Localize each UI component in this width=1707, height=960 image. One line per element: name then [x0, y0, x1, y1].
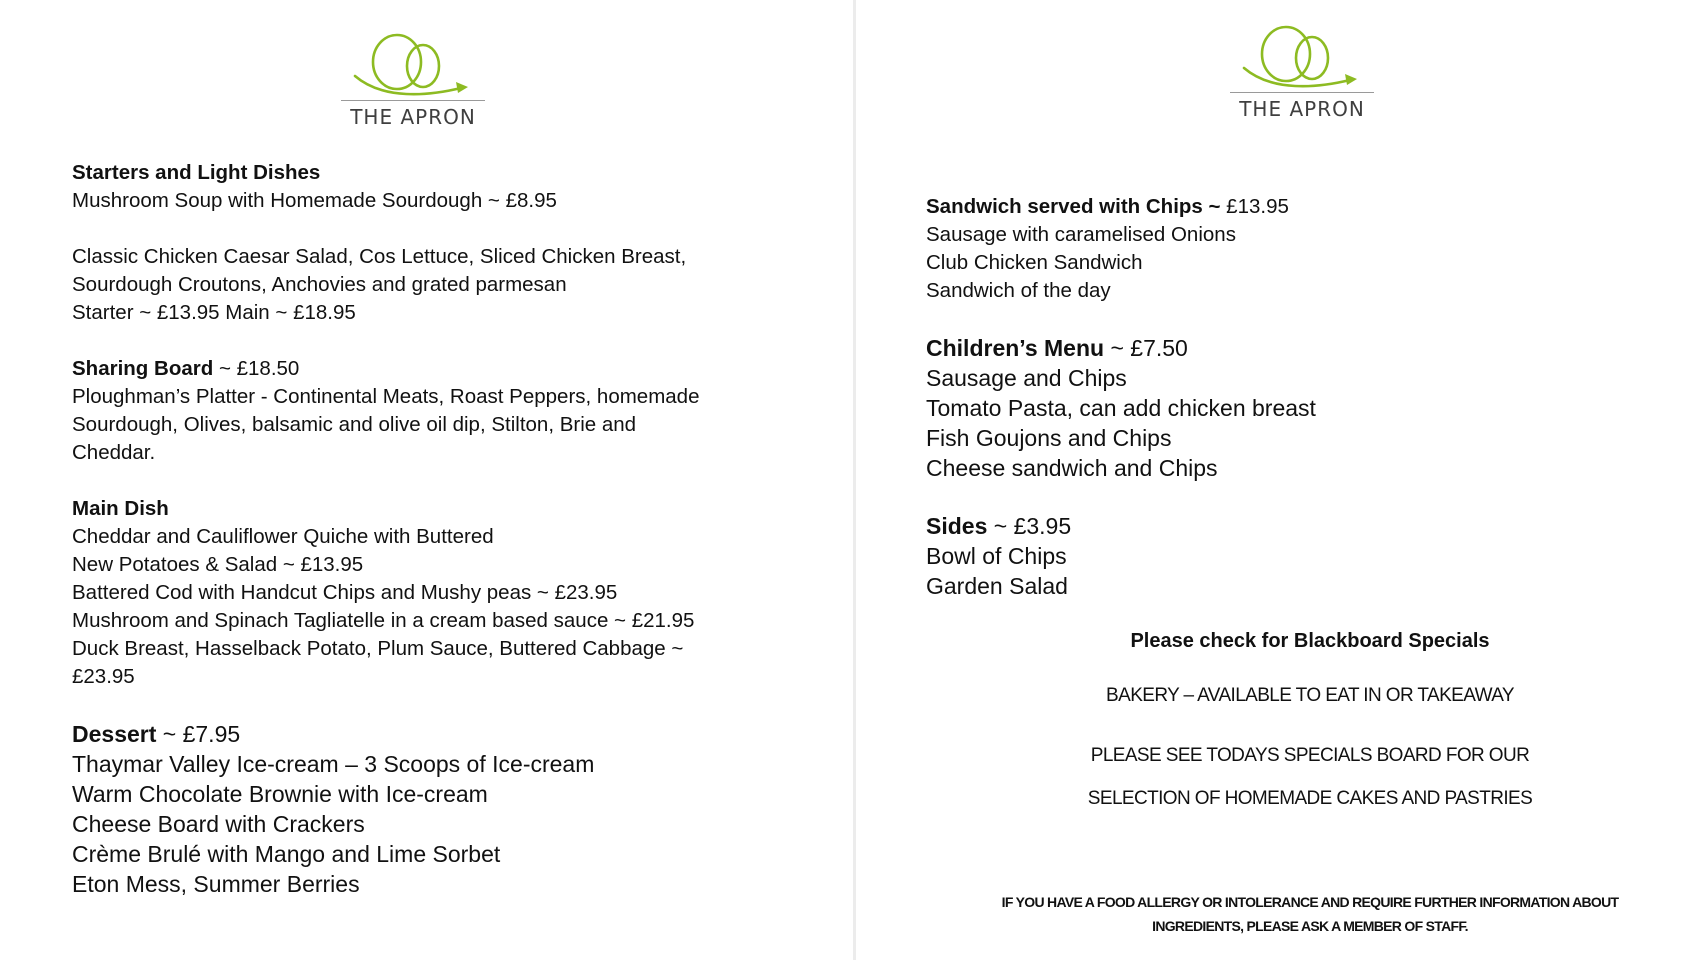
sides-price: ~ £3.95: [987, 513, 1072, 539]
blackboard-specials: Please check for Blackboard Specials: [1130, 630, 1490, 652]
menu-item: Cheddar.: [72, 441, 156, 464]
specials-board-line-1: PLEASE SEE TODAYS SPECIALS BOARD FOR OUR: [1090, 745, 1530, 766]
menu-item: Sandwich of the day: [926, 279, 1111, 302]
sandwich-heading: Sandwich served with Chips ~ £13.95: [926, 195, 1289, 218]
menu-item: Warm Chocolate Brownie with Ice-cream: [72, 781, 488, 807]
bakery-notice: [1000, 685, 1620, 707]
menu-item: Mushroom Soup with Homemade Sourdough ~ £8.95: [72, 189, 557, 212]
sandwich-price: £13.95: [1220, 195, 1289, 218]
right-menu-column: [926, 193, 1316, 601]
logo-right: [1227, 10, 1377, 121]
dessert-price: ~ £7.95: [156, 721, 241, 747]
menu-item: Ploughman’s Platter - Continental Meats, Roast Peppers, homemade: [72, 385, 700, 408]
specials-board-line-2: SELECTION OF HOMEMADE CAKES AND PASTRIES: [1087, 788, 1533, 809]
menu-item: Tomato Pasta, can add chicken breast: [926, 395, 1316, 421]
menu-item: Mushroom and Spinach Tagliatelle in a cream based sauce ~ £21.95: [72, 609, 695, 632]
menu-item: Classic Chicken Caesar Salad, Cos Lettuce, Sliced Chicken Breast,: [72, 245, 687, 268]
logo-text: THE APRON: [350, 105, 476, 129]
allergy-notice: [940, 890, 1680, 938]
menu-item: Cheddar and Cauliflower Quiche with Buttered: [72, 525, 494, 548]
sharing-price: ~ £18.50: [213, 357, 300, 380]
apron-logo-icon: [1232, 10, 1372, 92]
menu-item-price: Starter ~ £13.95 Main ~ £18.95: [72, 301, 356, 324]
menu-item: Battered Cod with Handcut Chips and Mushy peas ~ £23.95: [72, 581, 618, 604]
sides-heading: Sides ~ £3.95: [926, 513, 1072, 539]
logo-left: [338, 18, 488, 129]
menu-item: Sausage and Chips: [926, 365, 1127, 391]
allergy-line-1: IF YOU HAVE A FOOD ALLERGY OR INTOLERANCE AND REQUIRE FURTHER INFORMATION ABOUT: [1001, 894, 1619, 910]
menu-item: Club Chicken Sandwich: [926, 251, 1143, 274]
menu-item: Crème Brulé with Mango and Lime Sorbet: [72, 841, 501, 867]
children-price: ~ £7.50: [1104, 335, 1188, 361]
allergy-line-2: INGREDIENTS, PLEASE ASK A MEMBER OF STAFF.: [1152, 918, 1468, 934]
menu-item: Thaymar Valley Ice-cream – 3 Scoops of Ice-cream: [72, 751, 595, 777]
menu-item: Sausage with caramelised Onions: [926, 223, 1236, 246]
menu-item: New Potatoes & Salad ~ £13.95: [72, 553, 364, 576]
specials-board-notice: [1000, 745, 1620, 810]
logo-rule: [1230, 92, 1374, 93]
page-divider: [853, 0, 856, 960]
logo-rule: [341, 100, 485, 101]
logo-text: THE APRON: [1239, 97, 1365, 121]
bakery-line: BAKERY – AVAILABLE TO EAT IN OR TAKEAWAY: [1106, 685, 1514, 706]
menu-item: Cheese Board with Crackers: [72, 811, 365, 837]
starters-heading: Starters and Light Dishes: [72, 161, 321, 184]
menu-item: Sourdough Croutons, Anchovies and grated parmesan: [72, 273, 567, 296]
menu-item: Eton Mess, Summer Berries: [72, 871, 360, 897]
left-menu-column: [72, 159, 699, 899]
dessert-heading: Dessert ~ £7.95: [72, 721, 241, 747]
menu-item: £23.95: [72, 665, 135, 688]
menu-item: Cheese sandwich and Chips: [926, 455, 1218, 481]
specials-notice: [1000, 630, 1620, 653]
children-heading: Children’s Menu ~ £7.50: [926, 335, 1188, 361]
menu-item: Sourdough, Olives, balsamic and olive oil dip, Stilton, Brie and: [72, 413, 637, 436]
menu-item: Bowl of Chips: [926, 543, 1067, 569]
sharing-heading: Sharing Board ~ £18.50: [72, 357, 300, 380]
apron-logo-icon: [343, 18, 483, 100]
menu-item: Fish Goujons and Chips: [926, 425, 1172, 451]
main-heading: Main Dish: [72, 497, 169, 520]
menu-item: Duck Breast, Hasselback Potato, Plum Sauce, Buttered Cabbage ~: [72, 637, 684, 660]
menu-item: Garden Salad: [926, 573, 1068, 599]
